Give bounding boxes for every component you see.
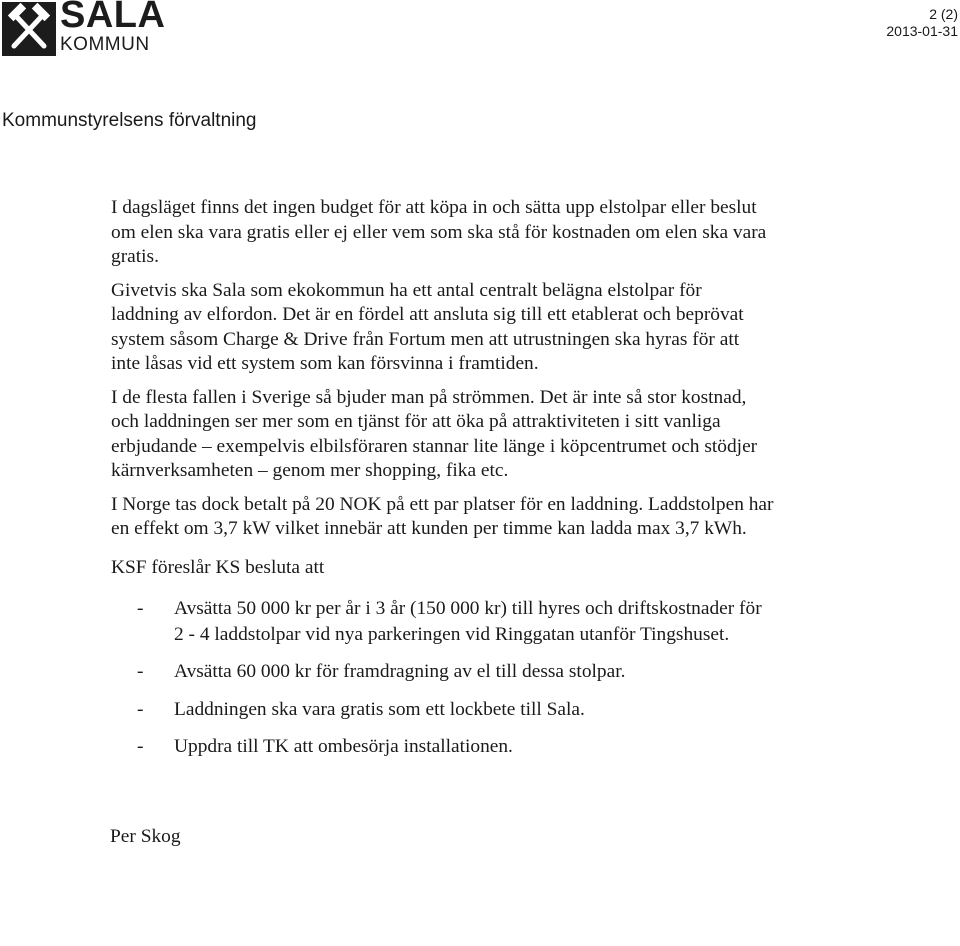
proposal-item <box>111 659 841 685</box>
paragraph <box>111 386 841 484</box>
page-number: 2 (2) <box>929 6 958 22</box>
text-line: Laddningen ska vara gratis som ett lockbete till Sala. <box>174 698 585 720</box>
proposal-item <box>111 596 841 647</box>
text-line: I de flesta fallen i Sverige så bjuder man på strömmen. Det är inte så stor kostnad, <box>111 386 747 408</box>
dash-marker: - <box>137 698 144 720</box>
proposal-intro: KSF föreslår KS besluta att <box>111 556 325 578</box>
crossed-hammers-icon <box>2 2 56 56</box>
text-line: I dagsläget finns det ingen budget för att köpa in och sätta upp elstolpar eller beslut <box>111 197 757 218</box>
dash-marker: - <box>137 598 144 619</box>
text-line: erbjudande – exempelvis elbilsföraren stannar lite länge i köpcentrumet och stödjer <box>111 435 758 457</box>
text-line: 2 - 4 laddstolpar vid nya parkeringen vid Ringgatan utanför Tingshuset. <box>174 623 730 645</box>
paragraph <box>111 493 841 542</box>
text-line: laddning av elfordon. Det är en fördel att ansluta sig till ett etablerat och beprövat <box>111 304 744 325</box>
proposal-item <box>111 734 841 760</box>
text-line: system såsom Charge & Drive från Fortum men att utrustningen ska hyras för att <box>111 328 740 350</box>
text-line: kärnverksamheten – genom mer shopping, fika etc. <box>111 460 509 481</box>
org-name: SALA <box>60 0 166 36</box>
org-subtitle: KOMMUN <box>60 34 150 55</box>
page-meta <box>886 6 958 40</box>
sala-kommun-logo <box>2 0 166 62</box>
paragraph <box>111 196 841 270</box>
text-line: inte låsas vid ett system som kan försvinna i framtiden. <box>111 353 539 374</box>
proposal-item <box>111 697 841 723</box>
text-line: Avsätta 60 000 kr för framdragning av el till dessa stolpar. <box>174 661 626 682</box>
document-date: 2013-01-31 <box>886 23 958 39</box>
text-line: I Norge tas dock betalt på 20 NOK på ett par platser för en laddning. Laddstolpen har <box>111 493 774 515</box>
document-body <box>111 196 841 772</box>
text-line: gratis. <box>111 246 159 267</box>
proposal-list <box>111 596 841 760</box>
department-name: Kommunstyrelsens förvaltning <box>2 110 257 131</box>
text-line: Avsätta 50 000 kr per år i 3 år (150 000 kr) till hyres och driftskostnader för <box>174 598 762 619</box>
text-line: om elen ska vara gratis eller ej eller vem som ska stå för kostnaden om elen ska vara <box>111 221 767 243</box>
text-line: Givetvis ska Sala som ekokommun ha ett antal centralt belägna elstolpar för <box>111 279 702 301</box>
text-line: Uppdra till TK att ombesörja installationen. <box>174 736 513 757</box>
dash-marker: - <box>137 736 144 757</box>
text-line: en effekt om 3,7 kW vilket innebär att kunden per timme kan ladda max 3,7 kWh. <box>111 518 747 539</box>
paragraph <box>111 279 841 377</box>
signature-name: Per Skog <box>110 826 181 847</box>
dash-marker: - <box>137 661 144 682</box>
text-line: och laddningen ser mer som en tjänst för att öka på attraktiviteten i sitt vanliga <box>111 411 721 432</box>
